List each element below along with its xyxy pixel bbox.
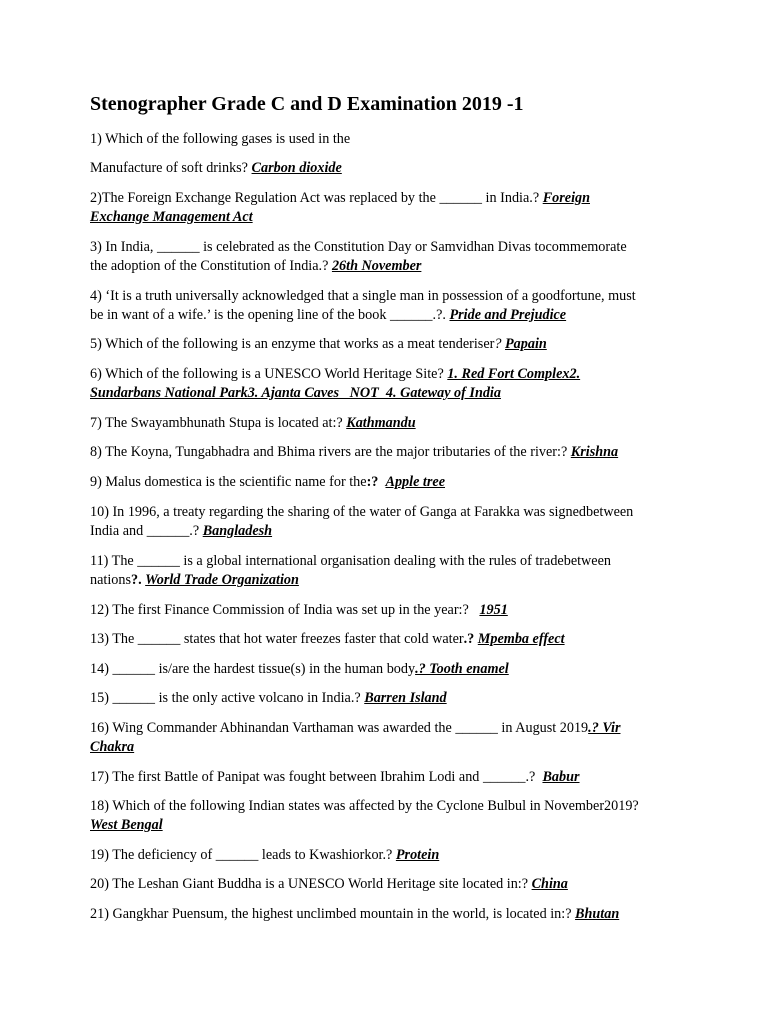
- question-14-line-1: [90, 660, 509, 679]
- question-18-line-2: [90, 816, 163, 835]
- question-text: the adoption of the Constitution of India.?: [90, 258, 332, 274]
- question-1-line-2: [90, 159, 342, 178]
- question-17-line-1: [90, 768, 580, 787]
- question-4-line-2: [90, 306, 566, 325]
- answer-text: Krishna: [570, 444, 619, 460]
- question-text: 16) Wing Commander Abhinandan Varthaman was awarded the ______ in August 2019: [90, 720, 589, 736]
- answer-text: World Trade Organization: [145, 572, 299, 588]
- question-text: 13) The ______ states that hot water freezes faster that cold water: [90, 631, 464, 647]
- question-3-line-1: [90, 238, 627, 257]
- question-16-line-1: [90, 719, 620, 738]
- question-text: 15) ______ is the only active volcano in India.?: [90, 690, 365, 706]
- question-text: 11) The ______ is a global international organisation dealing with the rules of tradebetween: [90, 553, 611, 569]
- question-5-line-1: [90, 335, 547, 354]
- question-mark: ?: [494, 336, 505, 352]
- question-6-line-2: [90, 384, 501, 403]
- answer-text: Barren Island: [364, 690, 447, 706]
- answer-text: 1. Red Fort Complex2.: [447, 366, 581, 382]
- question-text: 4) ‘It is a truth universally acknowledged that a single man in possession of a goodfortune, must: [90, 288, 636, 304]
- question-text: 2)The Foreign Exchange Regulation Act was replaced by the ______ in India.?: [90, 190, 543, 206]
- question-text: nations: [90, 572, 131, 588]
- page-title: Stenographer Grade C and D Examination 2019 -1: [90, 93, 524, 115]
- question-2-line-1: [90, 189, 590, 208]
- question-7-line-1: [90, 414, 416, 433]
- answer-text: Pride and Prejudice: [449, 307, 567, 323]
- answer-text: Babur: [542, 769, 580, 785]
- question-8-line-1: [90, 443, 618, 462]
- answer-text: West Bengal: [90, 817, 163, 833]
- question-mark: ?.: [130, 572, 146, 588]
- question-text: 12) The first Finance Commission of India was set up in the year:?: [90, 602, 480, 618]
- question-9-line-1: [90, 473, 445, 492]
- question-text: 18) Which of the following Indian states was affected by the Cyclone Bulbul in November2019?: [90, 798, 639, 814]
- answer-text: Bangladesh: [202, 523, 273, 539]
- question-text: 8) The Koyna, Tungabhadra and Bhima rivers are the major tributaries of the river:?: [90, 444, 571, 460]
- question-2-line-2: [90, 208, 253, 227]
- question-text: 7) The Swayambhunath Stupa is located at:?: [90, 415, 347, 431]
- answer-text: Kathmandu: [346, 415, 416, 431]
- question-15-line-1: [90, 689, 447, 708]
- question-text: 5) Which of the following is an enzyme that works as a meat tenderiser: [90, 336, 495, 352]
- answer-text: 26th November: [331, 258, 422, 274]
- question-text: 21) Gangkhar Puensum, the highest unclimbed mountain in the world, is located in:?: [90, 906, 576, 922]
- question-11-line-2: [90, 571, 299, 590]
- question-16-line-2: [90, 738, 134, 757]
- answer-text: Apple tree: [385, 474, 445, 490]
- question-text: 1) Which of the following gases is used in the: [90, 131, 351, 147]
- question-4-line-1: [90, 287, 636, 306]
- question-18-line-1: [90, 797, 639, 816]
- question-3-line-2: [90, 257, 421, 276]
- question-19-line-1: [90, 846, 439, 865]
- question-text: 14) ______ is/are the hardest tissue(s) in the human body: [90, 661, 416, 677]
- answer-text: .? Vir: [588, 720, 621, 736]
- question-20-line-1: [90, 875, 568, 894]
- question-text: India and ______.?: [90, 523, 203, 539]
- question-text: 20) The Leshan Giant Buddha is a UNESCO World Heritage site located in:?: [90, 876, 532, 892]
- answer-text: Papain: [505, 336, 547, 352]
- question-13-line-1: [90, 630, 565, 649]
- question-10-line-1: [90, 503, 633, 522]
- question-21-line-1: [90, 905, 619, 924]
- answer-text: .? Tooth enamel: [415, 661, 509, 677]
- question-text: 3) In India, ______ is celebrated as the Constitution Day or Samvidhan Divas tocommemorate: [90, 239, 627, 255]
- question-11-line-1: [90, 552, 611, 571]
- answer-text: Mpemba effect: [477, 631, 565, 647]
- question-mark: :?: [366, 474, 386, 490]
- question-10-line-2: [90, 522, 272, 541]
- answer-text: China: [531, 876, 568, 892]
- answer-text: Bhutan: [575, 906, 620, 922]
- answer-text: Exchange Management Act: [90, 209, 253, 225]
- answer-text: Protein: [395, 847, 440, 863]
- question-text: 6) Which of the following is a UNESCO World Heritage Site?: [90, 366, 448, 382]
- answer-text: Chakra: [90, 739, 135, 755]
- answer-text: 1951: [479, 602, 508, 618]
- question-text: 9) Malus domestica is the scientific name for the: [90, 474, 367, 490]
- question-text: 10) In 1996, a treaty regarding the sharing of the water of Ganga at Farakka was signedbetween: [90, 504, 634, 520]
- question-text: Manufacture of soft drinks?: [90, 160, 252, 176]
- question-text: be in want of a wife.’ is the opening line of the book ______.?.: [90, 307, 450, 323]
- question-mark: .?: [463, 631, 478, 647]
- question-1-line-1: [90, 130, 350, 149]
- answer-text: Foreign: [542, 190, 590, 206]
- question-12-line-1: [90, 601, 508, 620]
- question-text: 17) The first Battle of Panipat was fought between Ibrahim Lodi and ______.?: [90, 769, 543, 785]
- answer-text: Sundarbans National Park3. Ajanta Caves NOT 4. Gateway of India: [90, 385, 501, 401]
- answer-text: Carbon dioxide: [251, 160, 342, 176]
- question-text: 19) The deficiency of ______ leads to Kwashiorkor.?: [90, 847, 396, 863]
- question-6-line-1: [90, 365, 580, 384]
